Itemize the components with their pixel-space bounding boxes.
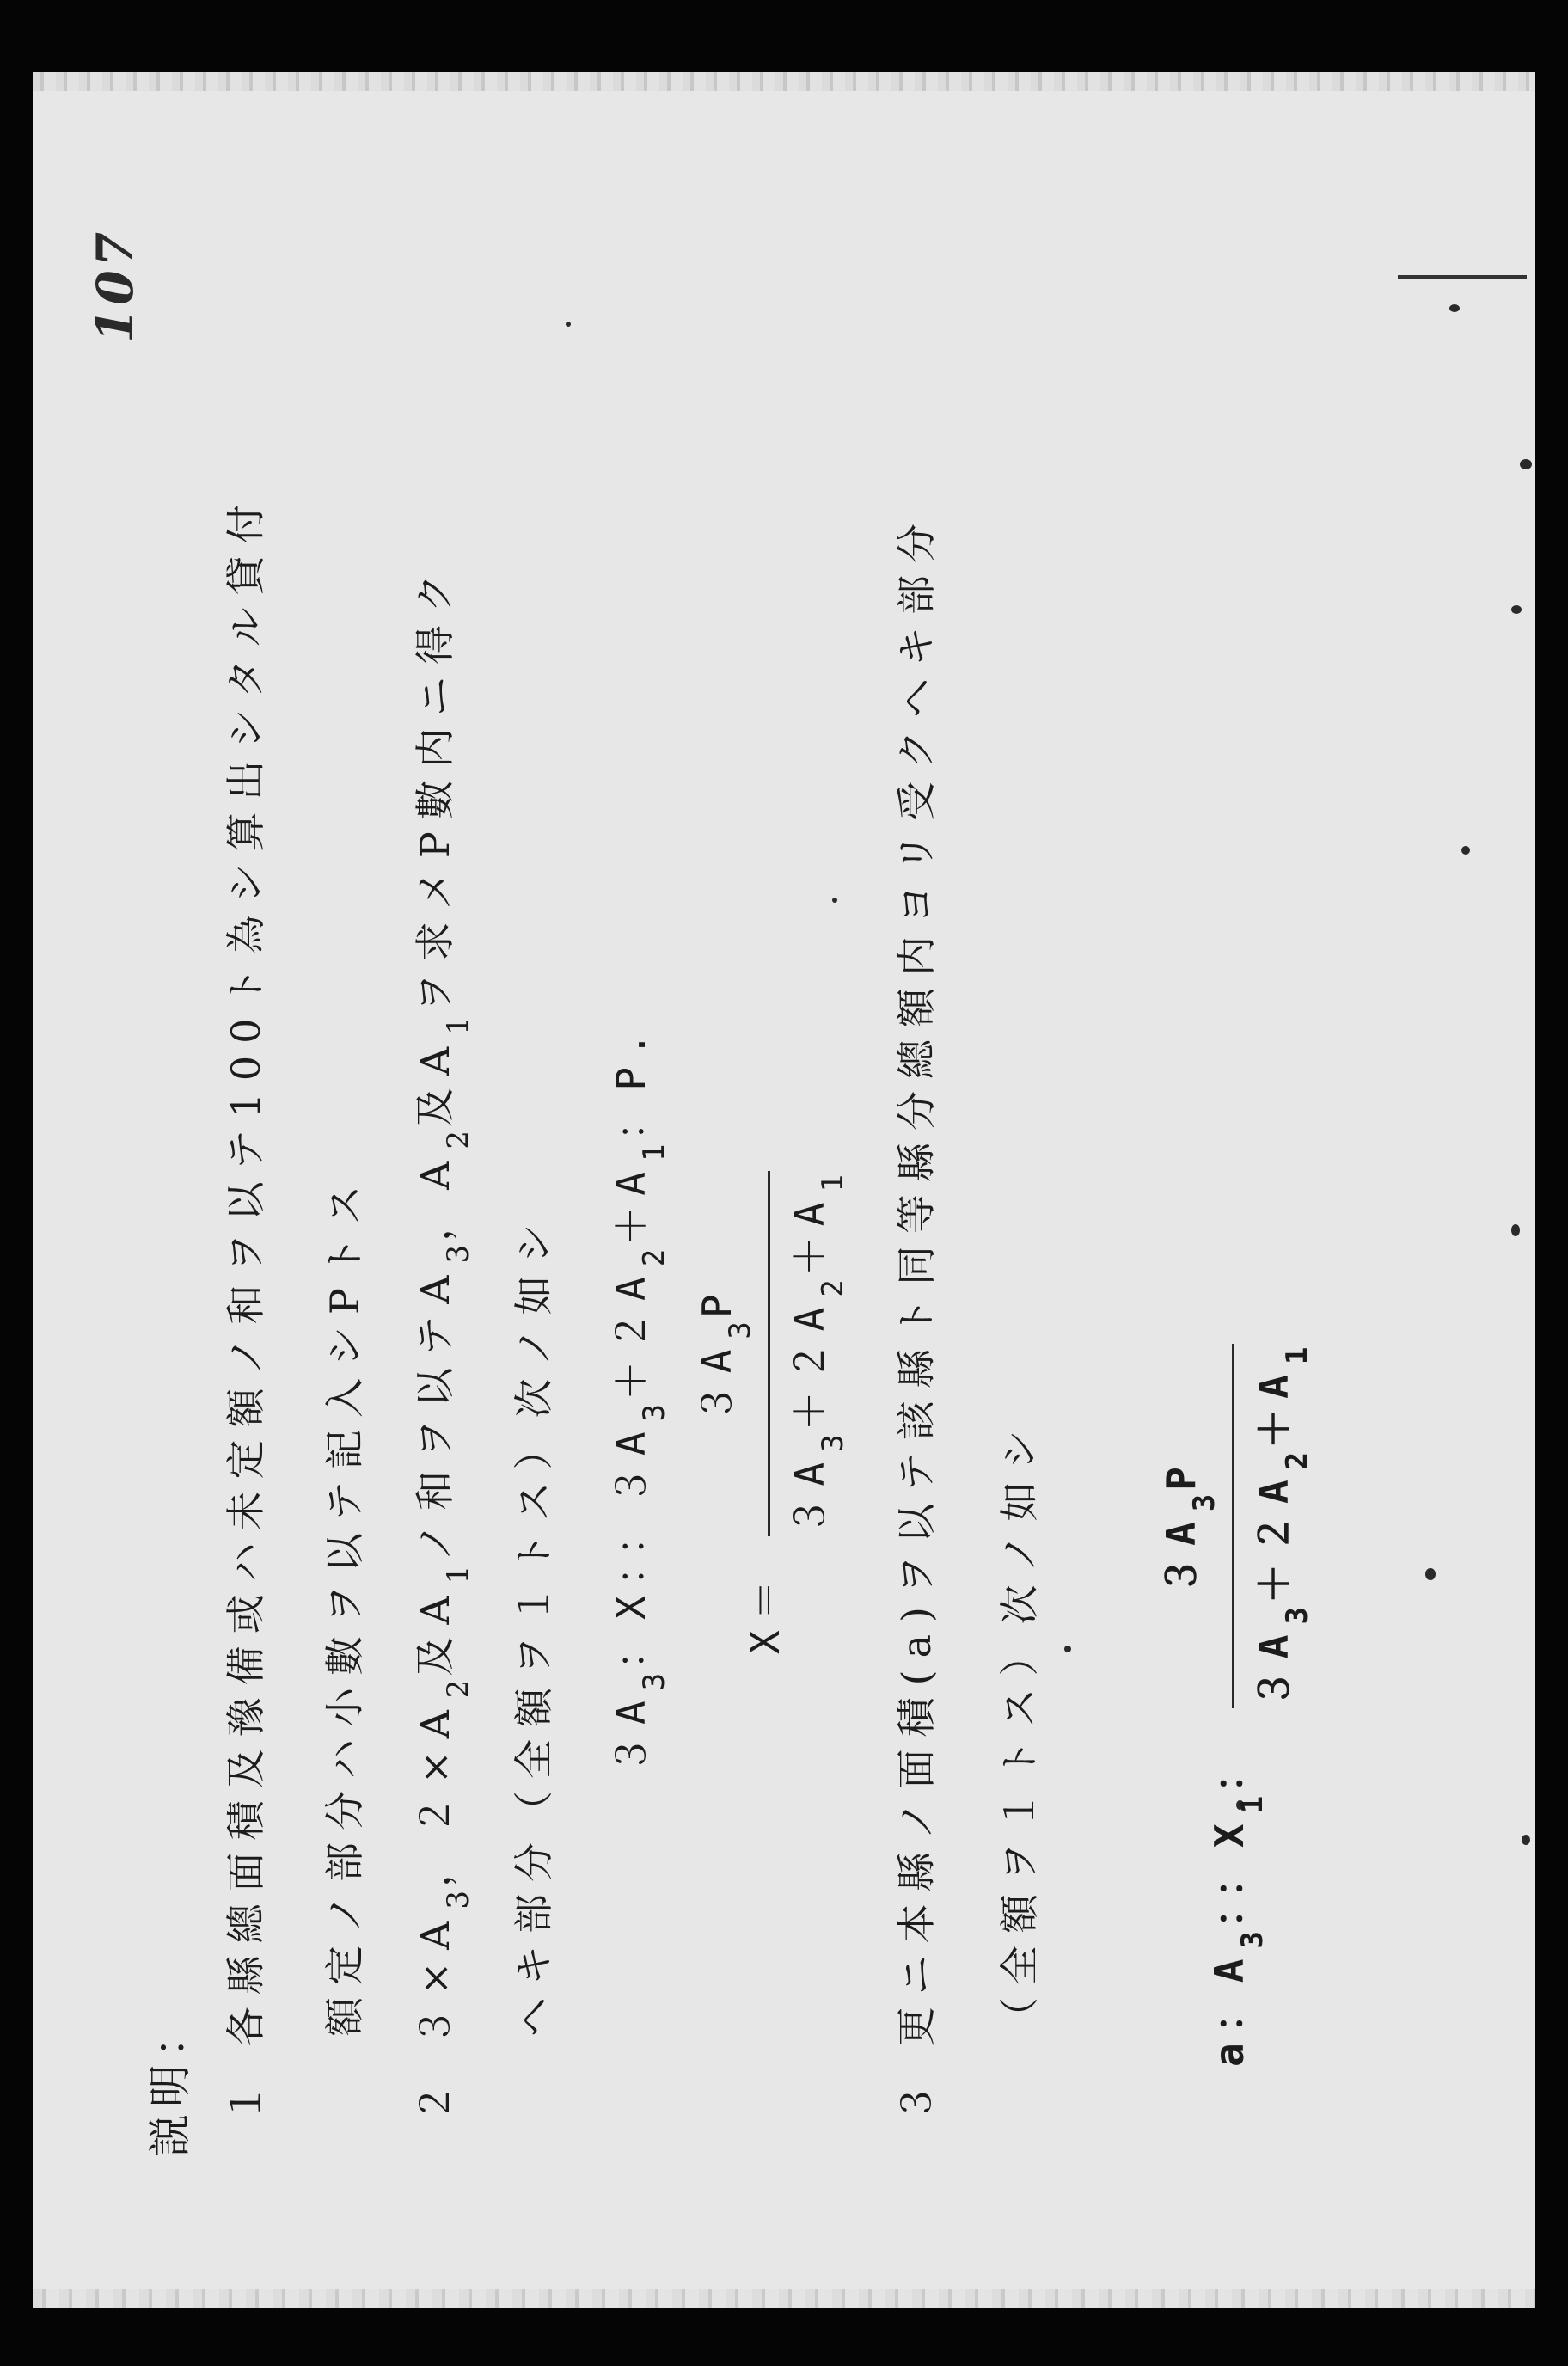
math-text: ＋A	[608, 1162, 654, 1246]
math-text: P	[694, 1284, 740, 1319]
item-2-text: ，A	[412, 1149, 458, 1241]
subscript: 3	[441, 1886, 475, 1909]
subscript: 1	[441, 1013, 475, 1035]
subscript: 2	[441, 1676, 475, 1699]
math-text: ３A	[787, 1451, 833, 1536]
item-2-text: ノ和ヲ以テA	[412, 1263, 458, 1562]
item-1-line-2: 額定ノ部分ハ小數ヲ以テ記入シPトス	[322, 1173, 368, 2037]
item-2-text: 及A	[412, 1584, 458, 1676]
math-text: ＋２A	[787, 1296, 833, 1431]
subscript: 2	[816, 1276, 850, 1297]
item-2-line-2: ヘキ部分（全額ヲ１トス）次ノ如シ	[511, 1211, 557, 2037]
item-2-text: 及A	[412, 1034, 458, 1127]
proportion-2	[1150, 1344, 1314, 2067]
subscript: 3	[816, 1431, 850, 1452]
item-2-text: ，２×A	[412, 1698, 458, 1887]
subscript: 3	[723, 1318, 757, 1339]
subscript: 3	[1280, 1603, 1314, 1625]
item-2-line-1	[411, 561, 482, 2123]
subscript: 1	[637, 1140, 671, 1162]
math-text: ＋２A	[1251, 1469, 1297, 1604]
explanation-heading: 説明：	[145, 2007, 195, 2157]
subscript: 3	[1235, 1928, 1270, 1949]
subscript: 3	[1187, 1490, 1222, 1512]
formula-1-fraction	[686, 1171, 850, 1536]
math-text: P	[1158, 1456, 1204, 1491]
fraction-denominator	[770, 1171, 850, 1536]
math-text: ３A	[694, 1339, 740, 1424]
formula-1-lhs: X＝	[742, 1570, 788, 1654]
subscript: 1	[816, 1171, 850, 1192]
fraction-numerator	[1150, 1448, 1232, 1604]
item-2-text: ヲ求メP數内ニ得ク	[412, 561, 458, 1014]
subscript: 3	[637, 1400, 671, 1422]
rotated-page-content	[33, 72, 1535, 2308]
fraction-numerator	[686, 1275, 768, 1431]
subscript: 2	[637, 1245, 671, 1267]
subscript: 2	[1280, 1448, 1314, 1470]
formula-1	[686, 1171, 850, 1654]
math-text: ３A	[608, 1690, 654, 1774]
math-text: ：X：：３A	[608, 1421, 654, 1670]
math-text: ＋A	[1251, 1364, 1297, 1449]
math-text: ：	[1206, 1742, 1253, 1793]
fraction-denominator	[1234, 1344, 1314, 1709]
formula-2-fraction	[1150, 1344, 1314, 1709]
subscript: 1	[1280, 1343, 1314, 1365]
math-text: a：A	[1206, 1948, 1253, 2067]
subscript: 2	[441, 1126, 475, 1149]
math-text: ＋２A	[608, 1266, 654, 1401]
item-3-line-2: （全額ヲ１トス）次ノ如シ	[996, 1418, 1043, 2037]
math-text: ：：X	[1206, 1813, 1253, 1928]
document-page	[33, 72, 1535, 2308]
item-2-text: ２ ３×A	[412, 1909, 458, 2123]
subscript: 1	[441, 1561, 475, 1584]
math-text: ３A	[1158, 1511, 1204, 1596]
math-text: ：P.	[608, 1022, 654, 1141]
item-1-line-1: １ 各縣總面積及豫備或ハ未定額ノ和ヲ以テ100ト為シ算出シタル貸付	[223, 492, 269, 2123]
subscript: 3	[441, 1241, 475, 1264]
item-3-line-1: ３ 更ニ本縣ノ面積(a)ヲ以テ該縣ト同等縣分總額内ヨリ受クヘキ部分	[893, 512, 940, 2123]
handwritten-page-number: 107	[86, 228, 144, 343]
math-text: ３A	[1251, 1624, 1297, 1709]
math-text: ＋A	[787, 1192, 833, 1277]
subscript: 1	[1235, 1792, 1270, 1814]
subscript: 3	[637, 1669, 671, 1691]
proportion-1	[600, 1022, 671, 1774]
